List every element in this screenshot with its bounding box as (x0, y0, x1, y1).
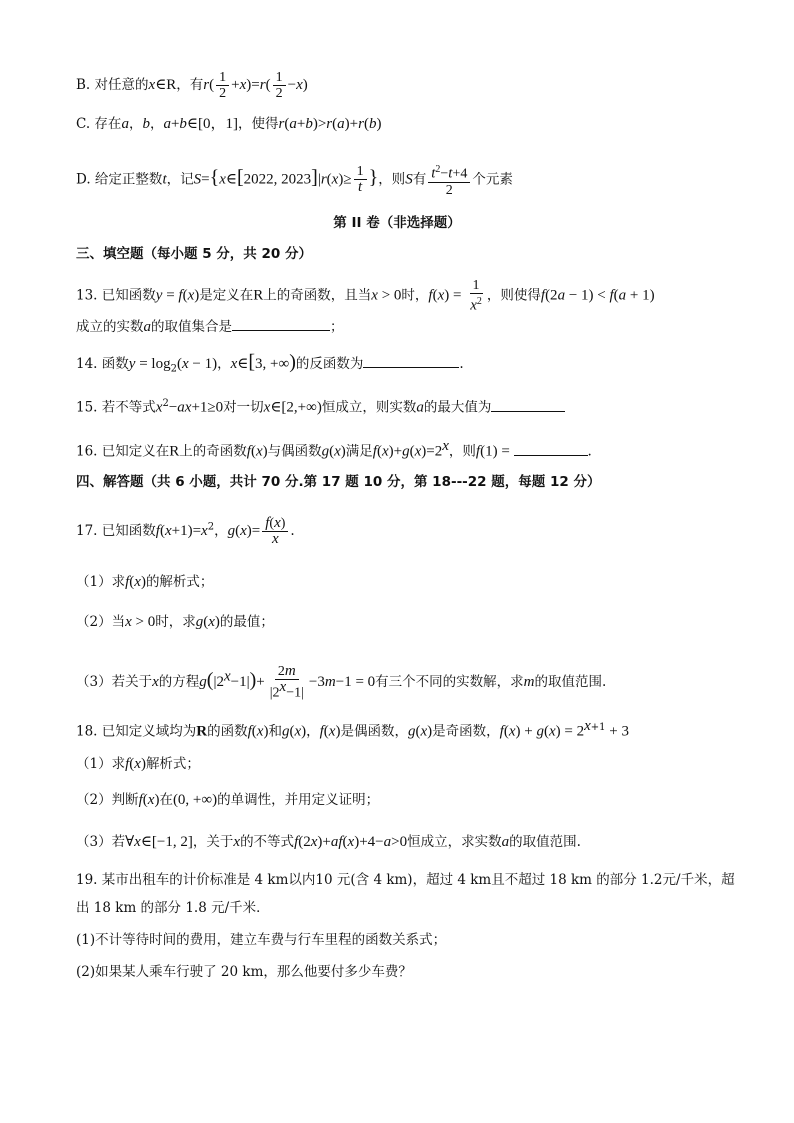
question-18-part2: （2）判断f(x)在(0, +∞)的单调性，并用定义证明； (76, 792, 380, 808)
question-19-part1: (1)不计等待时间的费用，建立车费与行车里程的函数关系式； (76, 932, 447, 948)
fraction-count: $\frac{t^2-t+4}{2}$ (428, 162, 470, 198)
question-19-part2: (2)如果某人乘车行驶了 20 km，那么他要付多少车费？ (76, 964, 412, 980)
question-17: 17. 已知函数$f(x+1)=x^2$，g(x)= $\frac{f(x)}{x}$ . (76, 515, 295, 547)
option-c: C. 存在a，b，a+b∈[0，1]，使得r(a+b)>r(a)+r(b) (76, 116, 382, 132)
section-title: 第 II 卷（非选择题） (333, 215, 461, 231)
question-18: 18. 已知定义域均为R的函数f(x)和g(x)，f(x)是偶函数，g(x)是奇函数，$f(x) + g(x) = 2^{x+1} + 3$ (76, 718, 629, 740)
question-13-line2: 成立的实数a的取值集合是 ； (76, 316, 344, 337)
part3-heading: 三、填空题（每小题 5 分，共 20 分） (76, 246, 312, 262)
answer-blank[interactable] (232, 316, 330, 331)
question-19: 19. 某市出租车的计价标准是 4 km以内10 元(含 4 km)，超过 4 km且不超过 18 km 的部分 1.2元/千米，超 (76, 872, 735, 888)
question-17-part3: （3）若关于x的方程$g(|2^x-1|)+$ $\frac{2m}{|2^x-1|}$ −3m−1 = 0有三个不同的实数解，求m的取值范围. (76, 663, 607, 701)
fraction-half: $\frac{1}{2}$ (216, 70, 229, 101)
question-17-part1: （1）求f(x)的解析式； (76, 574, 214, 590)
question-18-part1: （1）求f(x)解析式； (76, 756, 200, 772)
answer-blank[interactable] (514, 441, 588, 456)
answer-blank[interactable] (363, 353, 459, 368)
question-15: 15. 若不等式$x^2-ax+1\ge 0$对一切x∈[2,+∞)恒成立，则实数a的最大值为 (76, 394, 565, 418)
option-b: B. 对任意的x∈R，有r( $\frac{1}{2}$ +x)=r( $\frac{1}{2}$ −x) (76, 70, 308, 101)
question-14: 14. 函数$y = \log_2(x - 1)$，x∈[3, +∞)的反函数为 . (76, 351, 464, 375)
question-17-part2: （2）当x > 0时，求g(x)的最值； (76, 614, 274, 630)
question-18-part3: （3）若∀x∈[−1, 2]，关于x的不等式f(2x)+af(x)+4−a>0恒成立，求实数a的取值范围. (76, 834, 581, 850)
part4-heading: 四、解答题（共 6 小题，共计 70 分.第 17 题 10 分，第 18---22 题，每题 12 分） (76, 474, 601, 490)
question-19-line2: 出 18 km 的部分 1.8 元/千米． (76, 900, 270, 916)
answer-blank[interactable] (491, 397, 565, 412)
option-d: D. 给定正整数t，记S={x∈[2022, 2023]|r(x)≥ $\frac{1}{t}$ }，则S有 $\frac{t^2-t+4}{2}$ 个元素 (76, 164, 513, 198)
question-16: 16. 已知定义在R上的奇函数f(x)与偶函数g(x)满足$f(x)+g(x)=2^x$，则f(1) = . (76, 438, 592, 460)
question-13: 13. 已知函数y = f(x)是定义在R上的奇函数，且当x > 0时，f(x) = $\frac{1}{x^2}$ ，则使得f(2a − 1) < f(a + 1) (76, 278, 655, 314)
